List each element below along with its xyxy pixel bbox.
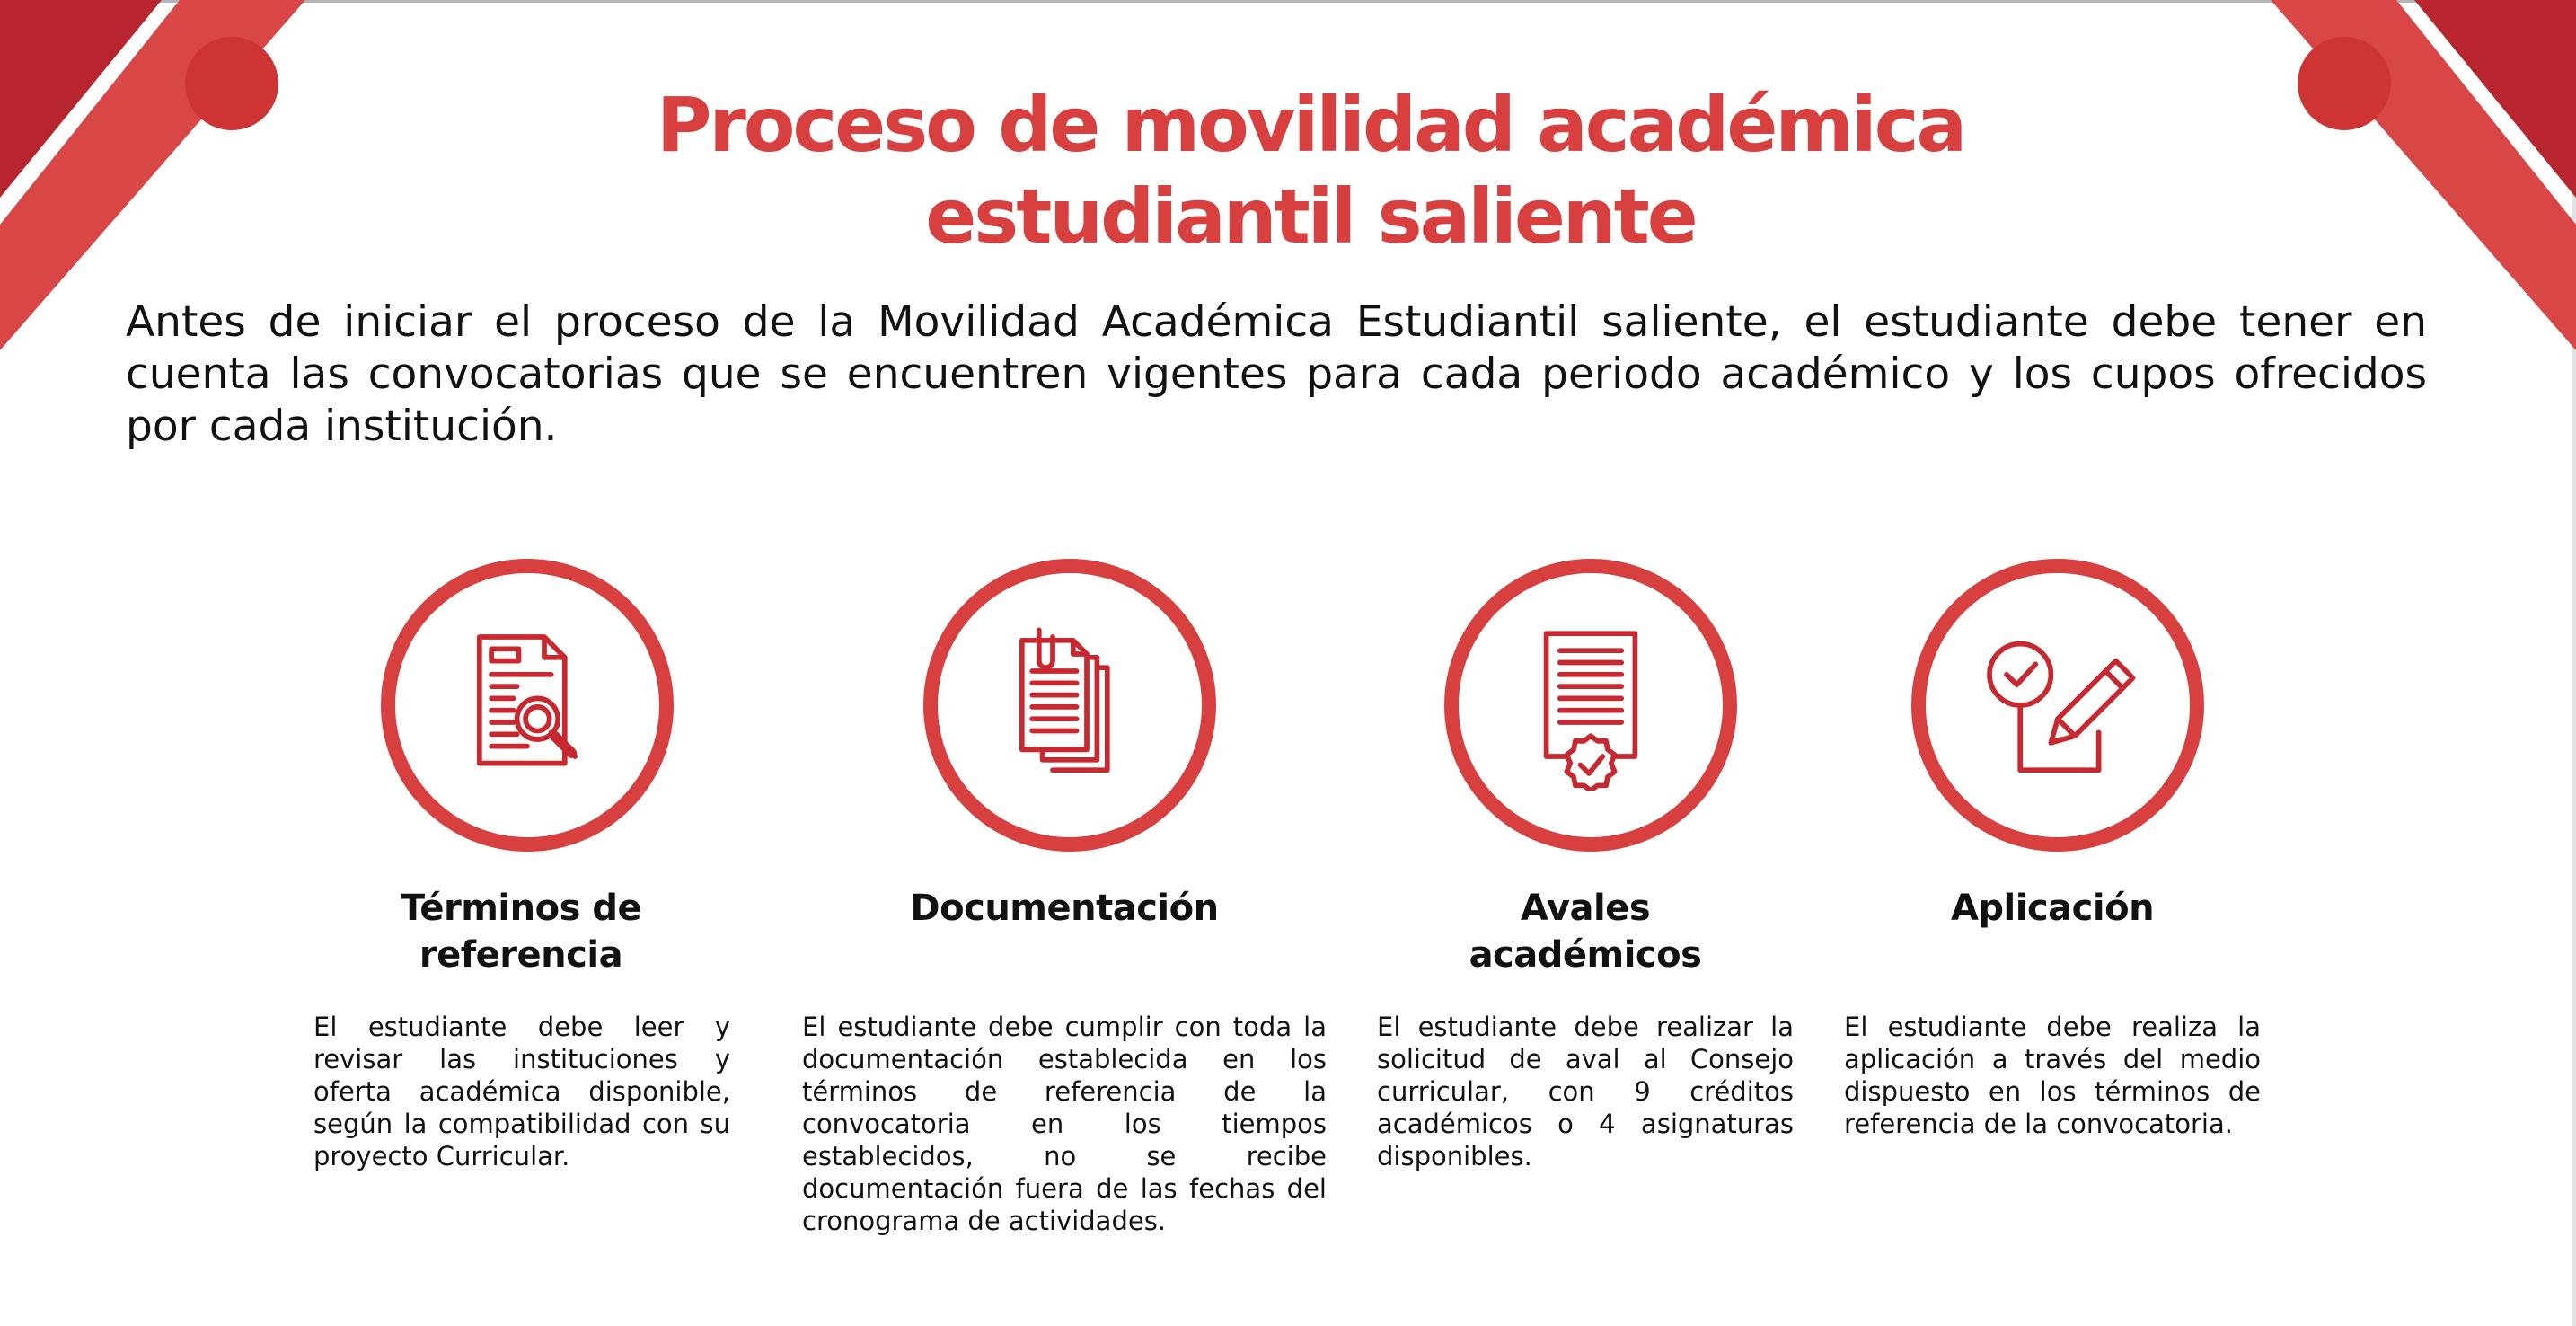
page-title-line-1: Proceso de movilidad académica (656, 81, 1965, 169)
top-border (0, 0, 2576, 3)
application-edit-icon (1972, 620, 2143, 791)
step-documentacion-text: El estudiante debe cumplir con toda la documentación establecida en los términos de referencia de la convocatoria en los tiempos establecidos, no se recibe documentación fuera de las fechas del cronograma de actividades. (802, 1012, 1327, 1236)
step-aplicacion-text: El estudiante debe realiza la aplicación a través del medio dispuesto en los términos de referencia de la convocatoria. (1844, 1012, 2261, 1139)
step-documentacion-circle (923, 559, 1216, 852)
documents-stack-icon (984, 620, 1155, 791)
page-title (390, 79, 2231, 262)
step-avales-text: El estudiante debe realizar la solicitud de aval al Consejo curricular, con 9 créditos académicos o 4 asignaturas disponibles. (1377, 1012, 1794, 1171)
step-avales-title: Avales académicos (1469, 888, 1702, 976)
step-terminos-title: Términos de referencia (400, 888, 642, 976)
step-aplicacion-circle (1911, 559, 2204, 852)
certificate-icon (1505, 620, 1676, 791)
document-search-icon (442, 620, 613, 791)
page-title-line-2: estudiantil saliente (925, 172, 1696, 261)
step-avales-circle (1444, 559, 1737, 852)
step-terminos-text: El estudiante debe leer y revisar las instituciones y oferta académica disponible, según la compatibilidad con su proyecto Curricular. (313, 1012, 730, 1171)
intro-paragraph: Antes de iniciar el proceso de la Movilidad Académica Estudiantil saliente, el estudiante debe tener en cuenta las convocatorias que se encuentren vigentes para cada periodo académico y los cupos ofrecidos por cada institución. (126, 297, 2427, 451)
step-documentacion-title: Documentación (910, 888, 1219, 929)
step-aplicacion-title: Aplicación (1950, 888, 2155, 929)
step-terminos-circle (381, 559, 674, 852)
